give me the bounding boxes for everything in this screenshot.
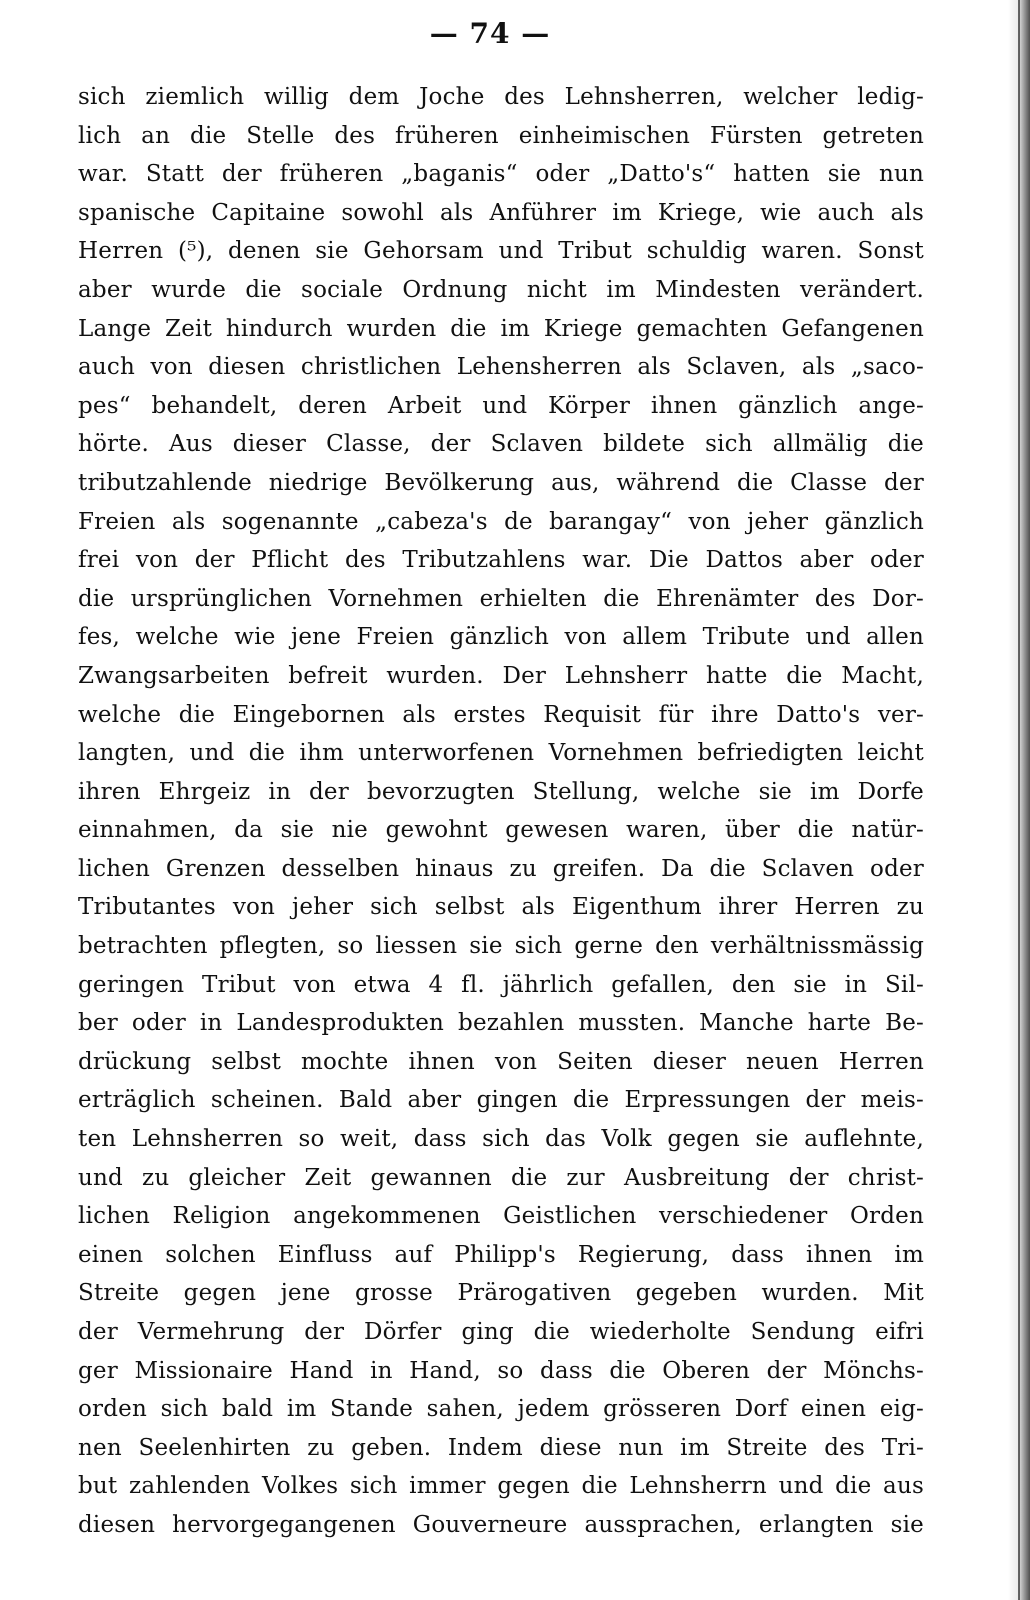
page-number: — 74 — bbox=[429, 17, 551, 50]
text-line: lichen Religion angekommenen Geistlichen verschiedener Orden bbox=[78, 1203, 924, 1230]
text-line: langten, und die ihm unterworfenen Vornehmen befriedigten leicht bbox=[78, 740, 924, 767]
text-line: frei von der Pflicht des Tributzahlens war. Die Dattos aber oder bbox=[78, 547, 924, 574]
text-line: sich ziemlich willig dem Joche des Lehnsherren, welcher ledig- bbox=[78, 84, 924, 110]
text-line: Tributantes von jeher sich selbst als Eigenthum ihrer Herren zu bbox=[78, 894, 924, 921]
text-line: aber wurde die sociale Ordnung nicht im Mindesten verändert. bbox=[78, 276, 924, 303]
text-line: nen Seelenhirten zu geben. Indem diese nun im Streite des Tri- bbox=[78, 1434, 924, 1461]
page-edge-line bbox=[1018, 0, 1020, 1600]
text-line: auch von diesen christlichen Lehensherren als Sclaven, als „saco- bbox=[78, 354, 924, 381]
text-line: und zu gleicher Zeit gewannen die zur Ausbreitung der christ- bbox=[78, 1164, 924, 1191]
text-line: ber oder in Landesprodukten bezahlen mussten. Manche harte Be- bbox=[78, 1010, 924, 1037]
text-line: ger Missionaire Hand in Hand, so dass die Oberen der Mönchs- bbox=[78, 1357, 924, 1384]
text-line: geringen Tribut von etwa 4 fl. jährlich gefallen, den sie in Sil- bbox=[78, 971, 924, 998]
text-line: drückung selbst mochte ihnen von Seiten dieser neuen Herren bbox=[78, 1048, 924, 1075]
text-line: diesen hervorgegangenen Gouverneure aussprachen, erlangten sie bbox=[78, 1511, 924, 1538]
text-line: die ursprünglichen Vornehmen erhielten die Ehrenämter des Dor- bbox=[78, 585, 924, 612]
text-line: erträglich scheinen. Bald aber gingen die Erpressungen der meis- bbox=[78, 1087, 924, 1114]
text-line: Freien als sogenannte „cabeza's de barangay“ von jeher gänzlich bbox=[78, 508, 924, 535]
text-line: Zwangsarbeiten befreit wurden. Der Lehnsherr hatte die Macht, bbox=[78, 662, 924, 689]
text-line: der Vermehrung der Dörfer ging die wiederholte Sendung eifri bbox=[78, 1319, 924, 1345]
text-line: welche die Eingebornen als erstes Requisit für ihre Datto's ver- bbox=[78, 701, 924, 728]
text-line: ihren Ehrgeiz in der bevorzugten Stellung, welche sie im Dorfe bbox=[78, 778, 924, 805]
text-line: spanische Capitaine sowohl als Anführer im Kriege, wie auch als bbox=[78, 199, 924, 226]
text-line: ten Lehnsherren so weit, dass sich das Volk gegen sie auflehnte, bbox=[78, 1126, 924, 1153]
text-line: lichen Grenzen desselben hinaus zu greifen. Da die Sclaven oder bbox=[78, 855, 924, 882]
text-line: einen solchen Einfluss auf Philipp's Regierung, dass ihnen im bbox=[78, 1241, 924, 1268]
text-line: lich an die Stelle des früheren einheimischen Fürsten getreten bbox=[78, 122, 924, 149]
text-line: tributzahlende niedrige Bevölkerung aus, während die Classe der bbox=[78, 469, 924, 496]
text-line: Streite gegen jene grosse Prärogativen gegeben wurden. Mit bbox=[78, 1280, 924, 1307]
text-line: pes“ behandelt, deren Arbeit und Körper ihnen gänzlich ange- bbox=[78, 392, 924, 419]
text-line: Herren (⁵), denen sie Gehorsam und Tribut schuldig waren. Sonst bbox=[78, 238, 924, 265]
text-line: fes, welche wie jene Freien gänzlich von allem Tribute und allen bbox=[78, 624, 924, 651]
text-line: orden sich bald im Stande sahen, jedem grösseren Dorf einen eig- bbox=[78, 1396, 924, 1423]
body-text bbox=[78, 78, 924, 1545]
text-line: betrachten pflegten, so liessen sie sich gerne den verhältnissmässig bbox=[78, 933, 924, 960]
text-line: Lange Zeit hindurch wurden die im Kriege gemachten Gefangenen bbox=[78, 315, 924, 342]
text-line: but zahlenden Volkes sich immer gegen die Lehnsherrn und die aus bbox=[78, 1473, 924, 1500]
text-line: hörte. Aus dieser Classe, der Sclaven bildete sich allmälig die bbox=[78, 431, 924, 458]
text-line: einnahmen, da sie nie gewohnt gewesen waren, über die natür- bbox=[78, 817, 924, 844]
text-line: war. Statt der früheren „baganis“ oder „Datto's“ hatten sie nun bbox=[78, 161, 924, 188]
